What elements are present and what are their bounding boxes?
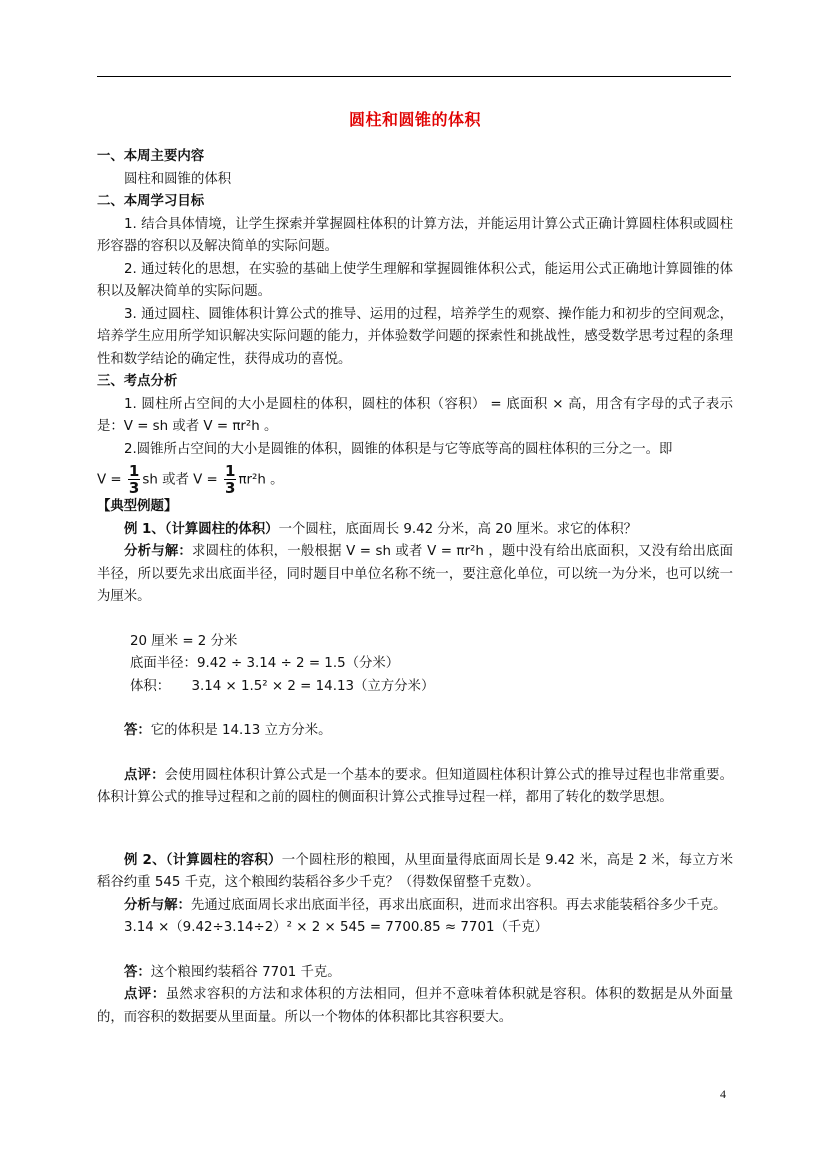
cone-formula — [97, 463, 733, 496]
objective-2: 2. 通过转化的思想，在实验的基础上使学生理解和掌握圆锥体积公式，能运用公式正确地计算圆锥的体积以及解决简单的实际问题。 — [97, 261, 733, 299]
spacer — [97, 743, 733, 765]
formula-part2: πr²h 。 — [238, 472, 284, 488]
fraction-denominator: 3 — [128, 479, 140, 497]
answer-label: 答： — [124, 723, 151, 738]
spacer — [97, 609, 733, 631]
calc-line-3: 体积： 3.14 × 1.5² × 2 = 14.13（立方分米） — [130, 678, 435, 694]
comment-label: 点评： — [124, 987, 166, 1002]
example-1-answer — [97, 720, 733, 743]
objective-1: 1. 结合具体情境，让学生探索并掌握圆柱体积的计算方法，并能运用计算公式正确计算圆柱体积或圆柱形容器的容积以及解决简单的实际问题。 — [97, 216, 733, 254]
comment-text: 会使用圆柱体积计算公式是一个基本的要求。但知道圆柱体积计算公式的推导过程也非常重要。体积计算公式的推导过程和之前的圆柱的侧面积计算公式推导过程一样，都用了转化的数学思想。 — [97, 767, 734, 805]
analysis-label: 分析与解： — [124, 544, 193, 559]
calc-line-1: 20 厘米 = 2 分米 — [130, 633, 238, 649]
formula-part1: sh 或者 V = — [142, 472, 222, 488]
example-1-analysis — [97, 541, 733, 609]
formula-lhs: V = — [97, 472, 126, 488]
objective-3: 3. 通过圆柱、圆锥体积计算公式的推导、运用的过程，培养学生的观察、操作能力和初步的空间观念，培养学生应用所学知识解决实际问题的能力，并体验数学问题的探索性和挑战性，感受数学思考过程的条理性和数学结论的确定性，获得成功的喜悦。 — [97, 306, 733, 367]
example-1-label: 例 1、（计算圆柱的体积） — [124, 521, 279, 537]
example-2-analysis — [97, 895, 733, 918]
spacer — [97, 698, 733, 720]
comment-text: 虽然求容积的方法和求体积的方法相同，但并不意味着体积就是容积。体积的数据是从外面量的，而容积的数据要从里面量。所以一个物体的体积都比其容积要大。 — [97, 987, 734, 1025]
fraction-one-third-a — [128, 463, 140, 496]
example-1-text: 一个圆柱，底面周长 9.42 分米，高 20 厘米。求它的体积？ — [278, 521, 638, 537]
section-heading-1: 一、本周主要内容 — [97, 149, 205, 164]
fraction-one-third-b — [224, 463, 236, 496]
example-2-label: 例 2、（计算圆柱的容积） — [124, 852, 282, 868]
section-heading-3: 三、考点分析 — [97, 374, 178, 389]
calc-line-2: 底面半径：9.42 ÷ 3.14 ÷ 2 = 1.5（分米） — [130, 656, 400, 671]
example-1-question — [97, 519, 733, 542]
key-point-2: 2.圆锥所占空间的大小是圆锥的体积，圆锥的体积是与它等底等高的圆柱体积的三分之一。即 — [124, 441, 673, 457]
document-body — [97, 108, 733, 1029]
spacer — [97, 810, 733, 850]
analysis-label: 分析与解： — [124, 897, 191, 913]
fraction-numerator: 1 — [225, 462, 236, 480]
section-1-body: 圆柱和圆锥的体积 — [124, 171, 232, 187]
answer-label: 答： — [124, 964, 151, 980]
comment-label: 点评： — [124, 767, 165, 783]
answer-text: 这个粮囤约装稻谷 7701 千克。 — [150, 964, 341, 980]
key-point-1: 1. 圆柱所占空间的大小是圆柱的体积，圆柱的体积（容积） = 底面积 × 高，用含有字母的式子表示是：V = sh 或者 V = πr²h 。 — [97, 396, 733, 434]
spacer — [97, 940, 733, 962]
example-2-question — [97, 850, 733, 895]
example-1-comment — [97, 765, 733, 810]
examples-heading: 【典型例题】 — [97, 499, 178, 514]
page-title: 圆柱和圆锥的体积 — [348, 110, 481, 129]
analysis-text: 先通过底面周长求出底面半径，再求出底面积，进而求出容积。再去求能装稻谷多少千克。 — [190, 897, 727, 913]
answer-text: 它的体积是 14.13 立方分米。 — [150, 723, 332, 738]
example-2-comment — [97, 984, 733, 1029]
fraction-numerator: 1 — [128, 462, 140, 480]
header-rule — [97, 76, 731, 77]
example-2-text: 一个圆柱形的粮囤，从里面量得底面周长是 9.42 米，高是 2 米，每立方米稻谷约重 545 千克，这个粮囤约装稻谷多少千克？（得数保留整千克数）。 — [97, 852, 734, 890]
example-2-answer — [97, 962, 733, 985]
page-number: 4 — [720, 1087, 726, 1101]
analysis-text: 求圆柱的体积，一般根据 V = sh 或者 V = πr²h ，题中没有给出底面积，又没有给出底面半径，所以要先求出底面半径，同时题目中单位名称不统一，要注意化单位，可以统一为分米，也可以统一为厘米。 — [97, 544, 733, 604]
calc-line-ex2: 3.14 ×（9.42÷3.14÷2）² × 2 × 545 = 7700.85 ≈ 7701（千克） — [124, 920, 549, 935]
fraction-denominator: 3 — [225, 479, 236, 497]
section-heading-2: 二、本周学习目标 — [97, 194, 205, 209]
